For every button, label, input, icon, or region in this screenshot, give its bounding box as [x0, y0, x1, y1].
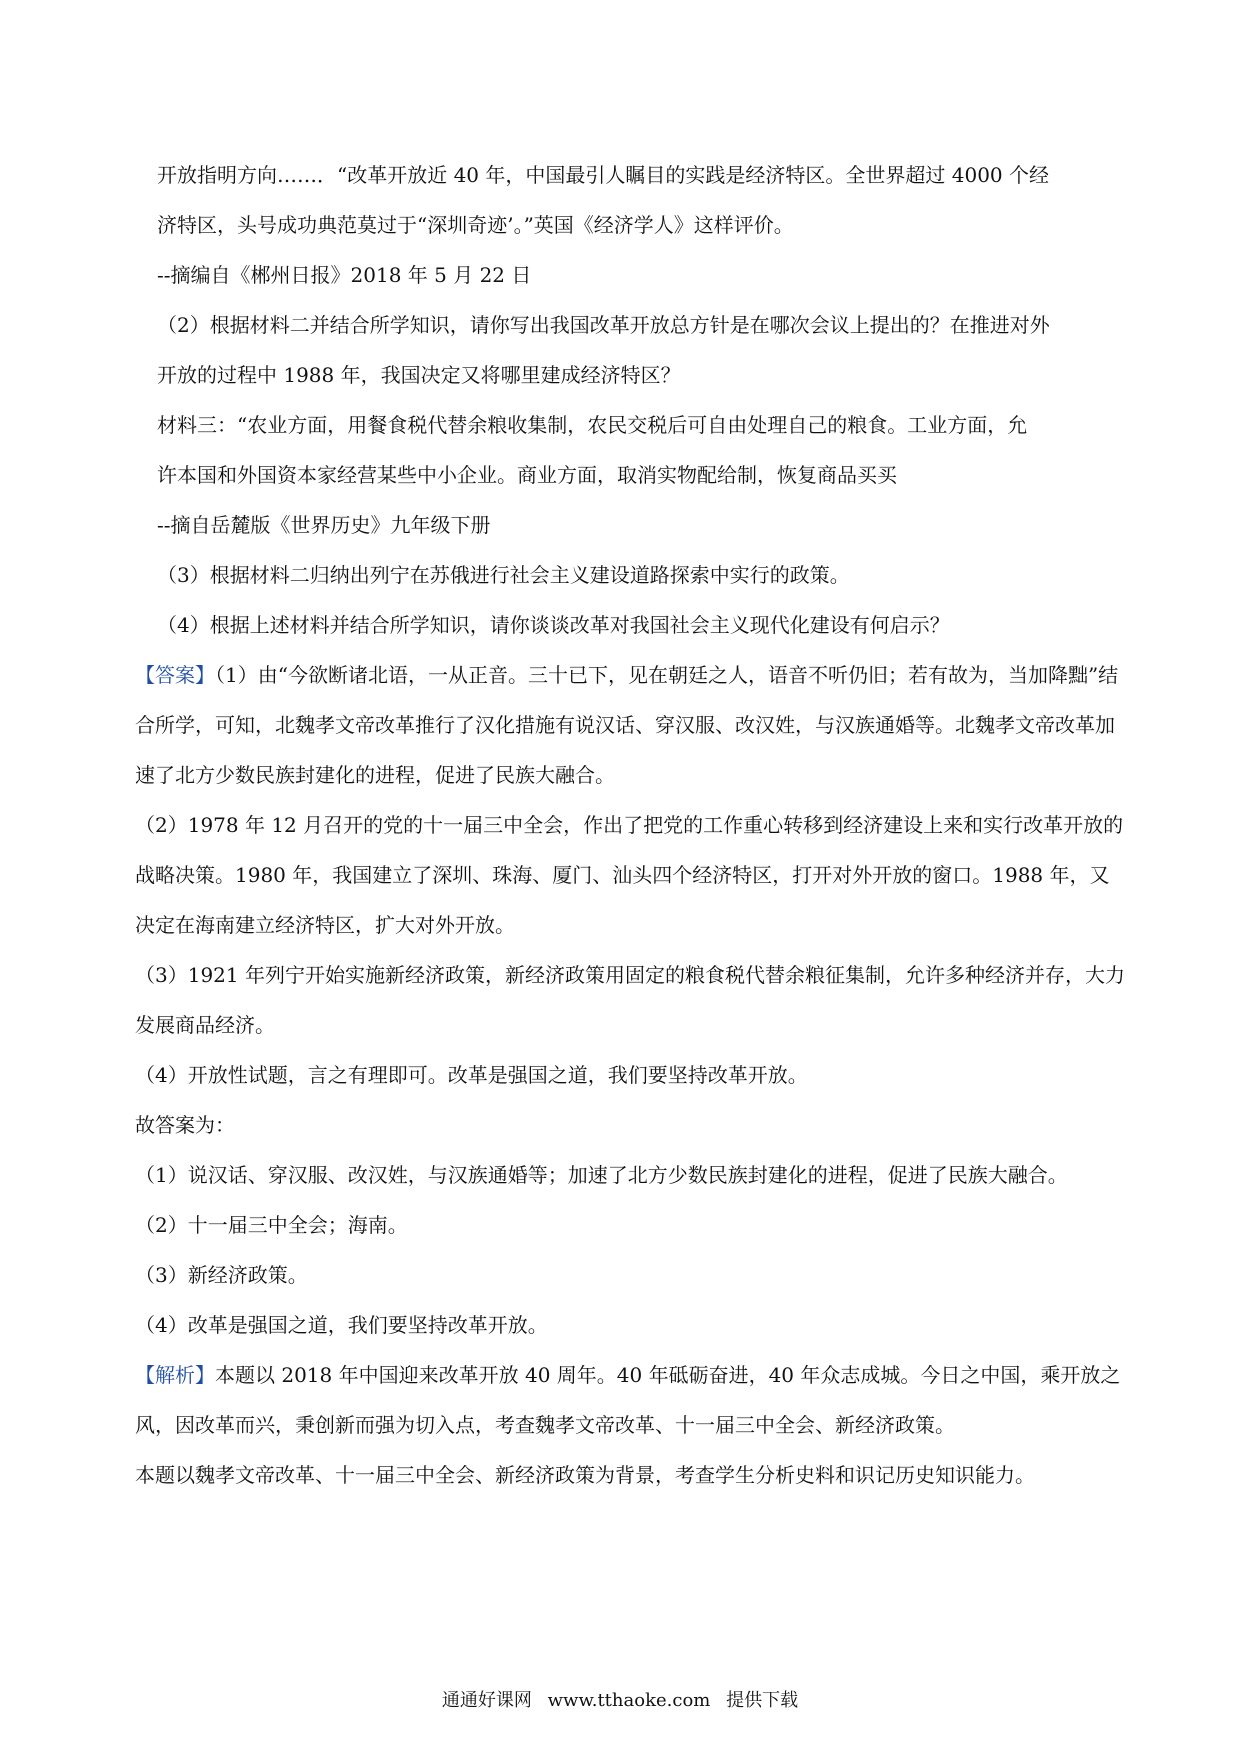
analysis-paragraph-1 — [135, 1350, 1125, 1450]
answer-paragraph-2: （2）1978 年 12 月召开的党的十一届三中全会，作出了把党的工作重心转移到经济建设上来和实行改革开放的战略决策。1980 年，我国建立了深圳、珠海、厦门、汕头四个经济特区，打开对外开放的窗口。1988 年，又决定在海南建立经济特区，扩大对外开放。 — [135, 813, 1124, 937]
analysis-tag: 【解析】 — [135, 1363, 215, 1387]
footer-suffix: 提供下载 — [726, 1690, 799, 1711]
page-footer — [0, 1686, 1240, 1712]
answer-section — [135, 650, 1125, 1500]
material2-source: --摘编自《郴州日报》2018 年 5 月 22 日 — [157, 263, 532, 287]
material2-line1: 开放指明方向……．“改革开放近 40 年，中国最引人瞩目的实践是经济特区。全世界超过 4000 个经 — [157, 163, 1050, 187]
material3-source: --摘自岳麓版《世界历史》九年级下册 — [157, 513, 491, 537]
answer-paragraph-1 — [135, 650, 1125, 800]
analysis-paragraph-2: 本题以魏孝文帝改革、十一届三中全会、新经济政策为背景，考查学生分析史料和识记历史知识能力。 — [135, 1463, 1035, 1487]
footer-site-name: 通通好课网 — [441, 1690, 532, 1711]
question3: （3）根据材料二归纳出列宁在苏俄进行社会主义建设道路探索中实行的政策。 — [157, 563, 850, 587]
conclusion-item-4: （4）改革是强国之道，我们要坚持改革开放。 — [135, 1313, 548, 1337]
question4: （4）根据上述材料并结合所学知识，请你谈谈改革对我国社会主义现代化建设有何启示？ — [157, 613, 950, 637]
conclusion-label: 故答案为： — [135, 1113, 235, 1137]
answer-paragraph-4: （4）开放性试题，言之有理即可。改革是强国之道，我们要坚持改革开放。 — [135, 1063, 808, 1087]
material3-line1: 材料三：“农业方面，用餐食税代替余粮收集制，农民交税后可自由处理自己的粮食。工业方面，允 — [157, 413, 1028, 437]
answer-paragraph-1-text: （1）由“今欲断诸北语，一从正音。三十已下，见在朝廷之人，语音不听仍旧；若有故为，当加降黜”结合所学，可知，北魏孝文帝改革推行了汉化措施有说汉话、穿汉服、改汉姓，与汉族通婚等。北魏孝文帝改革加速了北方少数民族封建化的进程，促进了民族大融合。 — [135, 663, 1119, 787]
document-body — [135, 150, 1125, 1500]
material2-line2: 济特区，头号成功典范莫过于“深圳奇迹’。”英国《经济学人》这样评价。 — [157, 213, 794, 237]
conclusion-item-2: （2）十一届三中全会；海南。 — [135, 1213, 408, 1237]
material3-line2: 许本国和外国资本家经营某些中小企业。商业方面，取消实物配给制，恢复商品买买 — [157, 463, 897, 487]
question2-line2: 开放的过程中 1988 年，我国决定又将哪里建成经济特区？ — [157, 363, 681, 387]
conclusion-item-1: （1）说汉话、穿汉服、改汉姓，与汉族通婚等；加速了北方少数民族封建化的进程，促进了民族大融合。 — [135, 1163, 1068, 1187]
question2-line1: （2）根据材料二并结合所学知识，请你写出我国改革开放总方针是在哪次会议上提出的？在推进对外 — [157, 313, 1050, 337]
answer-tag: 【答案】 — [135, 663, 215, 687]
conclusion-item-3: （3）新经济政策。 — [135, 1263, 308, 1287]
answer-paragraph-3: （3）1921 年列宁开始实施新经济政策，新经济政策用固定的粮食税代替余粮征集制，允许多种经济并存，大力发展商品经济。 — [135, 963, 1125, 1037]
footer-url[interactable]: www.tthaoke.com — [547, 1690, 711, 1711]
analysis-paragraph-1-text: 本题以 2018 年中国迎来改革开放 40 周年。40 年砥砺奋进，40 年众志成城。今日之中国，乘开放之风，因改革而兴，秉创新而强为切入点，考查魏孝文帝改革、十一届三中全会、新经济政策。 — [135, 1363, 1121, 1437]
